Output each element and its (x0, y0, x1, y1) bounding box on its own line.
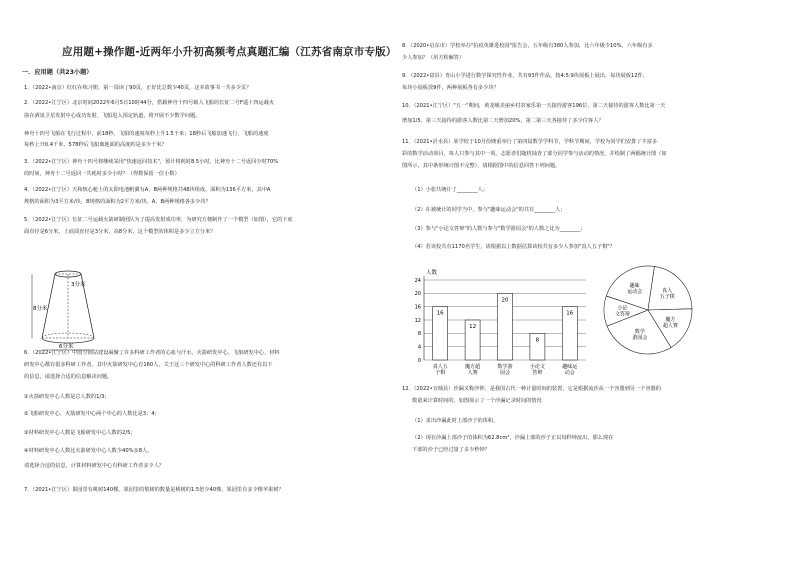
right-line-4: 10．（2021•江宁区）"五一"期间，黄龙岘美丽乡村农家乐第一天接待游客196位，第二天接待的游客人数比第一天 (402, 103, 666, 109)
frustum-bottom-label: 6分米 (59, 344, 74, 350)
y-tick-label-5: 20 (414, 291, 421, 298)
right-line-14: 数量来计算时间的。如图展示了一个沙漏记录时间的情况 (412, 398, 542, 404)
y-tick-label-4: 16 (414, 304, 421, 311)
left-line-12: 研发中心都有很多科研工作者。其中火箭研发中心有160人，关于这三个研发中心的科研工作者人数还有以下 (24, 362, 273, 368)
x-tick-label-0: 真人五子棋 (432, 364, 448, 376)
left-line-11: 6．（2022•江宁区）中国空间站建设凝聚了许多科研工作者的心血与汗水，火箭研发中心、飞船研发中心、材料 (24, 350, 280, 356)
left-line-6: 的时间，神舟十二号返回一共耗时多少小时？（得数保留一位小数） (24, 171, 180, 177)
right-line-1: 少人参加？（用方程解答） (402, 55, 465, 61)
right-line-17: 下部的沙子已经过量了多少秒钟？ (412, 447, 490, 453)
x-tick-label-1: 魔方超人赛 (465, 364, 481, 376)
right-line-8: 图所示，其中条形统计图不完整），请根据图中的信息回答下列问题。 (402, 163, 561, 169)
y-tick-label-0: 0 (417, 357, 421, 364)
y-tick-label-3: 12 (414, 317, 421, 324)
left-line-17: ④材料研发中心人数比火箭研发中心人数少40%多8人。 (24, 448, 153, 454)
left-line-5: 3．（2022•江宁区）神舟十四号将继续采用"快速返回技术"，预计将耗时8.5小时，比神舟十二号返回少时70% (24, 159, 279, 165)
frustum-height-label: 8分米 (33, 306, 48, 312)
left-line-4: 每秒上升0.4千米，578秒后飞船离地面的高度约是多少千米？ (24, 142, 167, 148)
right-line-9: （1）小张共统计了________人； (412, 187, 488, 193)
right-line-3: 每块小展板放9件，两种展板各有多少块？ (402, 85, 499, 91)
pie-label-0: 趣味运动会 (627, 283, 643, 296)
x-tick-label-4: 趣味运动会 (562, 364, 578, 376)
bar-value-label-3: 8 (535, 337, 540, 344)
right-line-16: （2）现在沙漏上部沙子的体积为62.8cm³，沙漏上部的沙子正以每秒钟流出，那么现在 (412, 435, 614, 441)
pie-chart (600, 262, 696, 358)
y-axis-label: 人数 (426, 270, 438, 276)
pie-label-2: 魔方超人赛 (662, 317, 678, 330)
pie-label-3: 数学游园会 (632, 329, 648, 342)
y-tick-label-1: 4 (417, 344, 421, 351)
right-line-12: （4）若该校共有1170名学生，请根据以上数据估算该校共有多少人参加"真人五子棋"？ (412, 244, 615, 250)
left-line-0: 1．（2022•南京）红红在练习册，第一周读了90页，正好比总数少40页，这本故事书一共多少页？ (24, 85, 252, 91)
left-line-3: 神舟十四号飞船在飞行过程中，前18秒，飞船的速度每秒上升1.5千米；18秒后飞船加速飞行，飞船的速度 (24, 131, 269, 137)
right-line-10: （2）在被统计的同学当中，参与"趣味运动会"的共有________人； (412, 207, 566, 213)
frustum-top-label: 3分米 (71, 282, 86, 288)
right-line-13: 12．（2022•宜城县）沙漏又称沙钟，是我国古代一种计量时间的装置，它是根据流沙从一个容器到另一个容器的 (402, 386, 661, 392)
left-line-10: 面直径是6分米，上底面直径是3分米，高8分米，这个模型的体积是多少立方分米？ (24, 229, 216, 235)
left-line-18: 请选择合适的信息，计算材料研发中心有科研工作者多少人？ (24, 463, 165, 469)
right-line-11: （3）参与"小论文答辩"的人数与参与"数学游园会"的人数之比为________； (412, 226, 586, 232)
right-line-5: 增加1/5，第三天接待的游客人数比第二天增加20%，第二第三天各接待了多少位客人？ (402, 118, 604, 124)
left-line-1: 2．（2022•江宁区）北京时间2022年6月5日10时44分，搭载神舟十四号载人飞船的长征二号F遥十四运载火 (24, 100, 275, 106)
left-line-9: 5．（2022•江宁区）长征二号运载火箭研制团队为了提高发射成功率，为研究方便制作了一个模型（如图），它的下底 (24, 217, 293, 223)
y-tick-label-6: 24 (414, 277, 421, 284)
right-line-6: 11．（2021•沂水县）某学校于10月份隆重举行了第四届数学学科节，学科节期间，学校为同学们安排了丰富多 (402, 139, 658, 145)
right-line-0: 8．（2020•启东市）学校举办"抗疫英雄进校园"报告会，五年级有380人参加，比六年级少10%，六年级有多 (402, 43, 653, 49)
bar-value-label-0: 16 (436, 310, 444, 317)
x-tick-label-2: 数学游园会 (497, 364, 513, 376)
left-line-19: 7．（2021•江宁区）果园里有桃树140棵，果园里的梨树的数量是桃树的1.5倍少40棵，果园里有多少棵苹果树？ (24, 487, 284, 493)
left-line-2: 箭在酒泉卫星发射中心成功发射，飞船进入预定轨道，将开展不少数学问题。 (24, 113, 201, 119)
y-tick-label-2: 8 (417, 331, 421, 338)
bar-value-label-2: 20 (501, 297, 509, 304)
bar-chart (408, 256, 594, 386)
left-line-15: ②飞船研发中心、火箭研发中心两个中心的人数比是3：4； (24, 411, 160, 417)
page-title: 应用题+操作题-近两年小升初高频考点真题汇编（江苏省南京市专版） (62, 46, 397, 58)
bar-value-label-4: 16 (566, 310, 574, 317)
left-line-16: ③材料研发中心人数是飞船研发中心人数的2/5； (24, 430, 136, 436)
frustum-bottom-ellipse (42, 338, 94, 343)
frustum-figure (26, 266, 110, 356)
right-line-2: 9．（2022•富县）青山小学进行数学探究性作业，共有93件作品，按4:5:9块展板上展出，每块展板12件， (402, 73, 648, 79)
left-line-7: 4．（2022•江宁区）天和核心舱上的太阳电池帆翼有A、B两种规格共48块组成，面积为136平方米，其中A (24, 187, 271, 193)
section-heading: 一．应用题（共23小题） (22, 69, 93, 76)
left-line-13: 的信息，请选择合适的信息解决问题。 (24, 374, 113, 380)
left-line-14: ①火箭研发中心人数是总人数的1/3； (24, 394, 110, 400)
right-line-7: 彩的数学活动项目，每人只参与其中一项。志愿者们随机抽查了部分同学参与活动的情况，并绘制了两幅统计图（如 (402, 151, 667, 157)
x-tick-label-3: 小论文答辩 (529, 364, 545, 376)
left-line-8: 规格的面积为3平方米/块，B规格的面积为2平方米/块。A、B两种规格各多少块？ (24, 199, 211, 205)
pie-label-4: 小论文答辩 (614, 305, 630, 318)
pie-label-1: 真人五子棋 (659, 288, 675, 301)
bar-value-label-1: 12 (469, 324, 477, 330)
right-line-15: （1）求出沙漏此时上部沙子的体积。 (412, 418, 499, 424)
